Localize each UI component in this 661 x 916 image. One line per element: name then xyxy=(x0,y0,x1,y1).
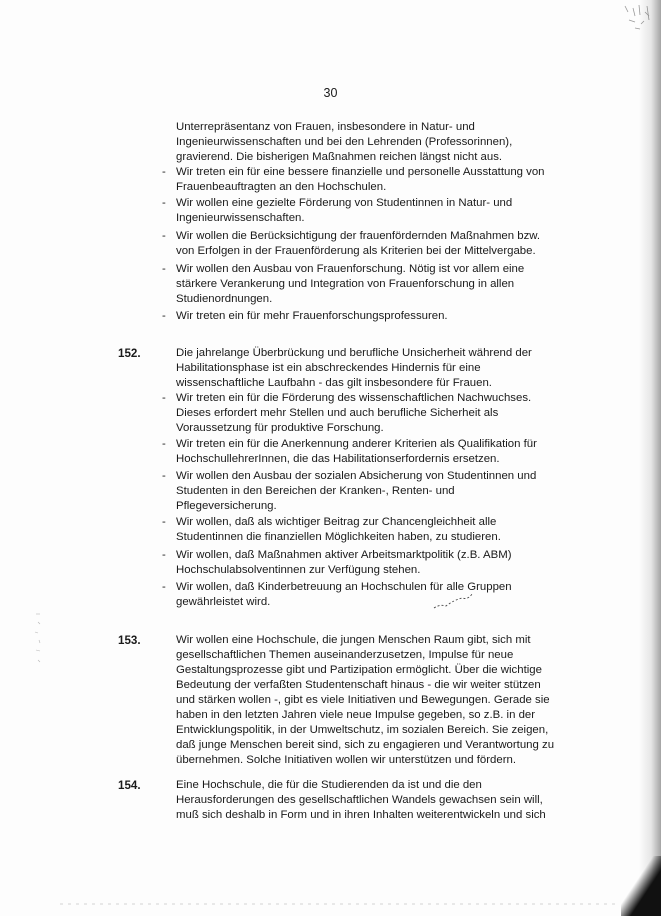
bullet-item xyxy=(162,196,552,226)
text-line: Habilitationsphase ist ein abschreckendes Hindernis für eine xyxy=(176,362,481,374)
bullet-item xyxy=(162,391,552,436)
bullet-dash: - xyxy=(162,392,166,404)
bullet-dash: - xyxy=(162,470,166,482)
scan-shadow-right-edge xyxy=(639,0,661,916)
text-line: Studentinnen die finanziellen Möglichkeiten haben, zu studieren. xyxy=(176,531,501,543)
scan-dark-corner xyxy=(621,856,661,916)
text-line: Eine Hochschule, die für die Studierenden da ist und die den xyxy=(176,779,482,791)
text-line: Dieses erfordert mehr Stellen und auch berufliche Sicherheit als xyxy=(176,407,499,419)
text-line: Wir wollen eine gezielte Förderung von Studentinnen in Natur- und xyxy=(176,197,513,209)
text-line: Wir wollen eine Hochschule, die jungen Menschen Raum gibt, sich mit xyxy=(176,634,531,646)
text-line: Bedeutung der verfaßten Studentenschaft hinaus - die wir weiter stützen xyxy=(176,679,541,691)
section-153-paragraph xyxy=(176,633,556,768)
text-line: haben in den letzten Jahren viele neue Impulse gegeben, so z.B. in der xyxy=(176,709,536,721)
section-number-153: 153. xyxy=(118,634,141,647)
bullet-dash: - xyxy=(162,197,166,209)
text-line: Wir treten ein für die Anerkennung anderer Kriterien als Qualifikation für xyxy=(176,438,537,450)
bullet-dash: - xyxy=(162,263,166,275)
text-line: Pflegeversicherung. xyxy=(176,500,277,512)
section-number-152: 152. xyxy=(118,347,141,360)
text-line: Frauenbeauftragten an den Hochschulen. xyxy=(176,181,387,193)
bullet-dash: - xyxy=(162,516,166,528)
text-line: von Erfolgen in der Frauenförderung als Kriterien bei der Mittelvergabe. xyxy=(176,245,536,257)
text-line: Wir treten ein für mehr Frauenforschungsprofessuren. xyxy=(176,310,448,322)
bullet-item xyxy=(162,515,552,545)
text-line: gewährleistet wird. xyxy=(176,596,271,608)
page-number: 30 xyxy=(323,86,338,100)
text-line: Wir treten ein für die Förderung des wissenschaftlichen Nachwuchses. xyxy=(176,392,532,404)
text-line: Ingenieurwissenschaften und bei den Lehrenden (Professorinnen), xyxy=(176,136,513,148)
bullet-item xyxy=(162,437,552,467)
text-line: Wir treten ein für eine bessere finanzielle und personelle Ausstattung von xyxy=(176,166,545,178)
text-line: HochschullehrerInnen, die das Habilitationserfordernis ersetzen. xyxy=(176,453,500,465)
text-line: gravierend. Die bisherigen Maßnahmen reichen längst nicht aus. xyxy=(176,151,503,163)
bullet-item xyxy=(162,309,552,324)
section-152-paragraph xyxy=(176,346,556,391)
text-line: und stärken wollen -, gibt es viele Initiativen und Bewegungen. Gerade sie xyxy=(176,694,550,706)
bullet-item xyxy=(162,580,552,610)
text-line: daß junge Menschen bereit sind, sich zu engagieren und Verantwortung zu xyxy=(176,739,555,751)
text-line: Gestaltungsprozesse gibt und Partizipation ermöglicht. Über die wichtige xyxy=(176,664,542,676)
text-line: Studenten in den Bereichen der Kranken-, Renten- und xyxy=(176,485,455,497)
text-line: Unterrepräsentanz von Frauen, insbesondere in Natur- und xyxy=(176,121,475,133)
text-line: stärkere Verankerung und Integration von Frauenforschung in allen xyxy=(176,278,515,290)
bullet-dash: - xyxy=(162,166,166,178)
bullet-dash: - xyxy=(162,549,166,561)
bullet-item xyxy=(162,548,552,578)
text-line: Wir wollen, daß Kinderbetreuung an Hochschulen für alle Gruppen xyxy=(176,581,512,593)
text-line: Die jahrelange Überbrückung und berufliche Unsicherheit während der xyxy=(176,347,532,359)
text-line: Studienordnungen. xyxy=(176,293,273,305)
text-line: übernehmen. Solche Initiativen wollen wir unterstützen und fördern. xyxy=(176,754,517,766)
section-number-154: 154. xyxy=(118,779,141,792)
bullet-item xyxy=(162,469,552,514)
text-line: Hochschulabsolventinnen zur Verfügung stehen. xyxy=(176,564,421,576)
text-line: Wir wollen den Ausbau der sozialen Absicherung von Studentinnen und xyxy=(176,470,537,482)
scan-dotted-line-bottom xyxy=(60,900,620,908)
intro-paragraph xyxy=(176,120,556,165)
text-line: Wir wollen, daß als wichtiger Beitrag zur Chancengleichheit alle xyxy=(176,516,497,528)
bullet-item xyxy=(162,262,552,307)
bullet-item xyxy=(162,229,552,259)
text-line: Wir wollen, daß Maßnahmen aktiver Arbeitsmarktpolitik (z.B. ABM) xyxy=(176,549,512,561)
text-line: Voraussetzung für produktive Forschung. xyxy=(176,422,384,434)
bullet-item xyxy=(162,165,552,195)
text-line: Entwicklungspolitik, in der Umweltschutz, im sozialen Bereich. Sie zeigen, xyxy=(176,724,549,736)
bullet-dash: - xyxy=(162,230,166,242)
text-line: Ingenieurwissenschaften. xyxy=(176,212,305,224)
bullet-dash: - xyxy=(162,438,166,450)
text-line: muß sich deshalb in Form und in ihren Inhalten weiterentwickeln und sich xyxy=(176,809,546,821)
text-line: Herausforderungen des gesellschaftlichen Wandels gewachsen sein will, xyxy=(176,794,543,806)
section-154-paragraph xyxy=(176,778,556,823)
text-line: Wir wollen den Ausbau von Frauenforschung. Nötig ist vor allem eine xyxy=(176,263,525,275)
bullet-dash: - xyxy=(162,310,166,322)
text-line: wissenschaftliche Laufbahn - das gilt insbesondere für Frauen. xyxy=(176,377,492,389)
text-line: Wir wollen die Berücksichtigung der frauenfördernden Maßnahmen bzw. xyxy=(176,230,541,242)
text-line: gesellschaftlichen Themen auseinanderzusetzen, Impulse für neue xyxy=(176,649,514,661)
scan-speckle-marks xyxy=(595,2,655,38)
bullet-dash: - xyxy=(162,581,166,593)
scan-specks-left xyxy=(30,610,50,670)
